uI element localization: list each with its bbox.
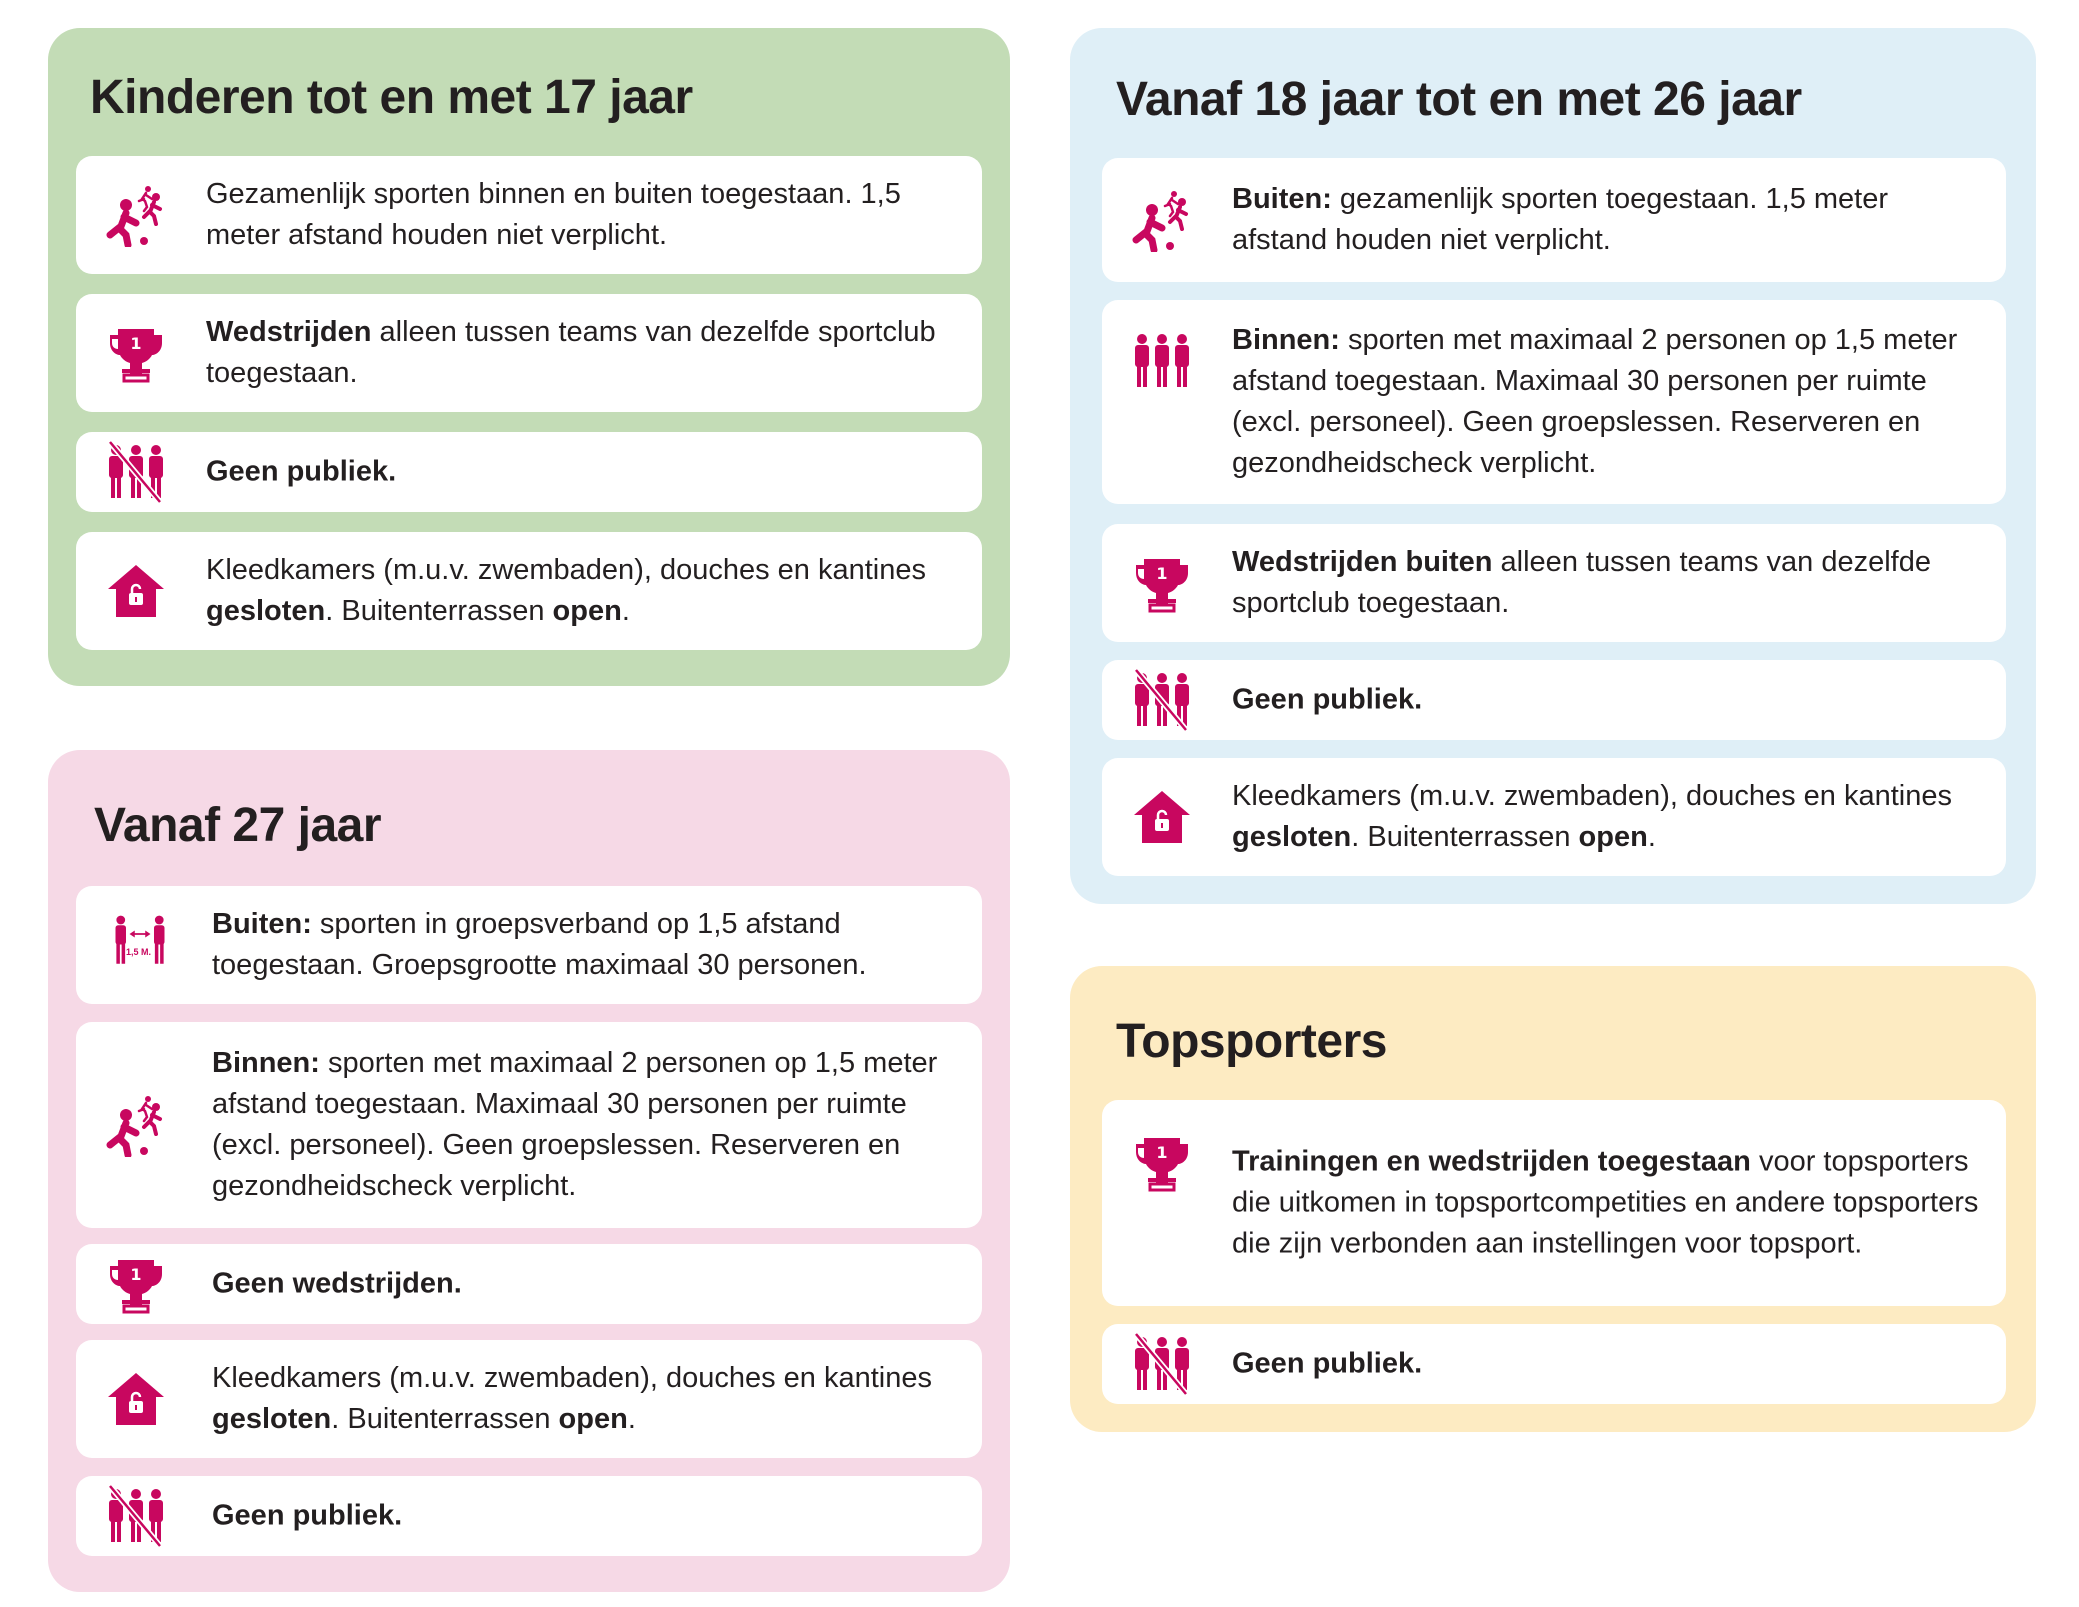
item-text: Binnen: sporten met maximaal 2 personen op 1,5 meter afstand toegestaan. Maximaal 30 personen per ruimte (excl. personeel). Geen groepslessen. Reserveren en gezondheidscheck verplicht. bbox=[1232, 324, 1958, 479]
list-item bbox=[76, 156, 982, 274]
list-item bbox=[1102, 158, 2006, 282]
list-item bbox=[1102, 758, 2006, 876]
list-item bbox=[76, 1340, 982, 1458]
card-adults bbox=[48, 750, 1010, 1592]
list-item bbox=[1102, 1100, 2006, 1306]
card-title: Kinderen tot en met 17 jaar bbox=[90, 71, 693, 124]
trophy-icon bbox=[104, 1252, 168, 1316]
running-people-icon bbox=[104, 1093, 168, 1157]
item-text: Trainingen en wedstrijden toegestaan voor topsporters die uitkomen in topsportcompetities en andere topsporters die zijn verbonden aan instellingen voor topsport. bbox=[1232, 1145, 1979, 1260]
list-item bbox=[76, 1022, 982, 1228]
running-people-icon bbox=[1130, 188, 1194, 252]
group-people-icon bbox=[1130, 329, 1194, 393]
item-text: Geen publiek. bbox=[206, 455, 397, 488]
card-title: Vanaf 18 jaar tot en met 26 jaar bbox=[1116, 73, 1802, 126]
list-item bbox=[1102, 1324, 2006, 1404]
item-text: Wedstrijden buiten alleen tussen teams van dezelfde sportclub toegestaan. bbox=[1232, 546, 1931, 619]
item-text: Binnen: sporten met maximaal 2 personen op 1,5 meter afstand toegestaan. Maximaal 30 personen per ruimte (excl. personeel). Geen groepslessen. Reserveren en gezondheidscheck verplicht. bbox=[212, 1047, 938, 1202]
item-text: Buiten: sporten in groepsverband op 1,5 afstand toegestaan. Groepsgrootte maximaal 30 personen. bbox=[212, 908, 867, 981]
card-title: Topsporters bbox=[1116, 1015, 1387, 1068]
list-item bbox=[76, 532, 982, 650]
item-text: Kleedkamers (m.u.v. zwembaden), douches en kantines gesloten. Buitenterrassen open. bbox=[206, 554, 926, 627]
list-item bbox=[1102, 300, 2006, 504]
card-top-athletes bbox=[1070, 966, 2036, 1432]
list-item bbox=[1102, 524, 2006, 642]
item-text: Kleedkamers (m.u.v. zwembaden), douches en kantines gesloten. Buitenterrassen open. bbox=[212, 1362, 932, 1435]
item-text: Geen wedstrijden. bbox=[212, 1267, 462, 1300]
locked-house-icon bbox=[104, 559, 168, 623]
item-text: Geen publiek. bbox=[212, 1499, 403, 1532]
no-audience-icon bbox=[1130, 1332, 1194, 1396]
trophy-icon bbox=[1130, 1130, 1194, 1194]
trophy-icon bbox=[104, 321, 168, 385]
list-item bbox=[76, 886, 982, 1004]
item-text: Kleedkamers (m.u.v. zwembaden), douches en kantines gesloten. Buitenterrassen open. bbox=[1232, 780, 1952, 853]
no-audience-icon bbox=[1130, 668, 1194, 732]
locked-house-icon bbox=[104, 1367, 168, 1431]
item-text: Buiten: gezamenlijk sporten toegestaan. 1,5 meter afstand houden niet verplicht. bbox=[1232, 183, 1889, 256]
item-text: Wedstrijden alleen tussen teams van dezelfde sportclub toegestaan. bbox=[206, 316, 936, 389]
card-kids bbox=[48, 28, 1010, 686]
card-young-adults bbox=[1070, 28, 2036, 904]
distance-label: 1,5 M. bbox=[126, 947, 152, 957]
item-text: Geen publiek. bbox=[1232, 683, 1423, 716]
item-text: Geen publiek. bbox=[1232, 1347, 1423, 1380]
list-item bbox=[76, 1476, 982, 1556]
list-item bbox=[1102, 660, 2006, 740]
list-item bbox=[76, 432, 982, 512]
locked-house-icon bbox=[1130, 785, 1194, 849]
card-title: Vanaf 27 jaar bbox=[94, 799, 382, 852]
trophy-icon bbox=[1130, 551, 1194, 615]
item-text: Gezamenlijk sporten binnen en buiten toegestaan. 1,5 meter afstand houden niet verplicht. bbox=[206, 178, 901, 251]
no-audience-icon bbox=[104, 440, 168, 504]
list-item bbox=[76, 1244, 982, 1324]
running-people-icon bbox=[104, 183, 168, 247]
list-item bbox=[76, 294, 982, 412]
no-audience-icon bbox=[104, 1484, 168, 1548]
distance-icon bbox=[104, 913, 176, 977]
